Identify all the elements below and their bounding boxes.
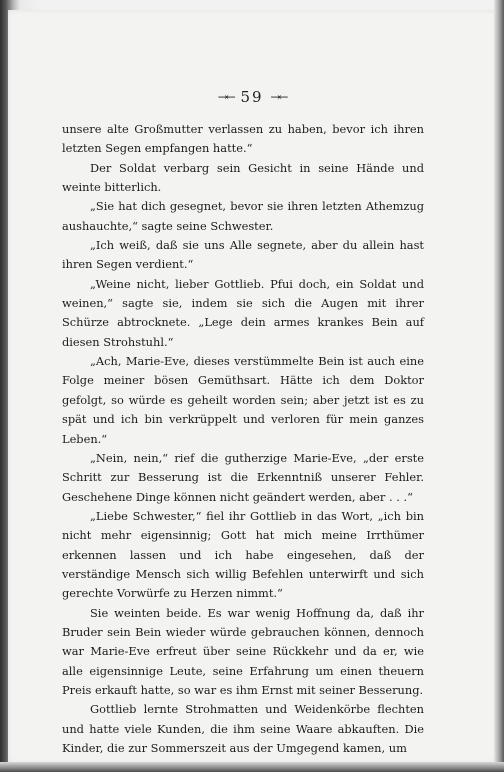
book-page: [8, 10, 496, 763]
ornament-left-icon: →←: [217, 90, 234, 104]
paragraph: Gottlieb lernte Strohmatten und Weidenkörbe flechten und hatte viele Kunden, die ihm seine Waare abkauften. Die Kinder, die zur Sommerszeit aus der Umgegend kamen, um: [62, 702, 424, 755]
page-number: 59: [240, 88, 264, 106]
body-text: [62, 120, 424, 758]
page-edge-shadow: [494, 0, 504, 772]
ornament-right-icon: →←: [270, 90, 287, 104]
page-number-header: [8, 88, 496, 106]
paragraph: „Nein, nein,“ rief die gutherzige Marie-Eve, „der erste Schritt zur Besserung ist die Erkenntniß unserer Fehler. Geschehene Dinge können nicht geändert werden, aber . . .“: [62, 450, 424, 504]
paragraph: „Ich weiß, daß sie uns Alle segnete, aber du allein hast ihren Segen verdient.“: [62, 238, 424, 272]
paragraph: „Ach, Marie-Eve, dieses verstümmelte Bein ist auch eine Folge meiner bösen Gemüthsart. Hätte ich dem Doktor gefolgt, so würde es geheilt worden sein; aber jetzt ist es zu spät und ich bin verkrüppelt und verloren für mein ganzes Leben.“: [62, 354, 424, 446]
paragraph: Der Soldat verbarg sein Gesicht in seine Hände und weinte bitterlich.: [62, 160, 424, 195]
page-bottom-shadow: [0, 762, 504, 772]
paragraph: „Liebe Schwester,“ fiel ihr Gottlieb in das Wort, „ich bin nicht mehr eigensinnig; Gott hat mich meine Irrthümer erkennen lassen und ich habe eingesehen, daß der verständige Mensch sich willig Befehlen unterwirft und sich gerechte Vorwürfe zu Herzen nimmt.“: [62, 508, 424, 601]
paragraph: unsere alte Großmutter verlassen zu haben, bevor ich ihren letzten Segen empfangen hatte.“: [62, 122, 424, 156]
paragraph: „Sie hat dich gesegnet, bevor sie ihren letzten Athemzug aushauchte,“ sagte seine Schwester.: [62, 199, 424, 233]
paragraph: „Weine nicht, lieber Gottlieb. Pfui doch, ein Soldat und weinen,“ sagte sie, indem sie sich die Augen mit ihrer Schürze abtrocknete. „Lege dein armes krankes Bein auf diesen Strohstuhl.“: [62, 276, 424, 349]
paragraph: Sie weinten beide. Es war wenig Hoffnung da, daß ihr Bruder sein Bein wieder würde gebrauchen können, dennoch war Marie-Eve erfreut über seine Rückkehr und da er, wie alle eigensinnige Leute, seine Erfahrung um einen theuern Preis erkauft hatte, so war es ihm Ernst mit seiner Besserung.: [62, 605, 424, 697]
